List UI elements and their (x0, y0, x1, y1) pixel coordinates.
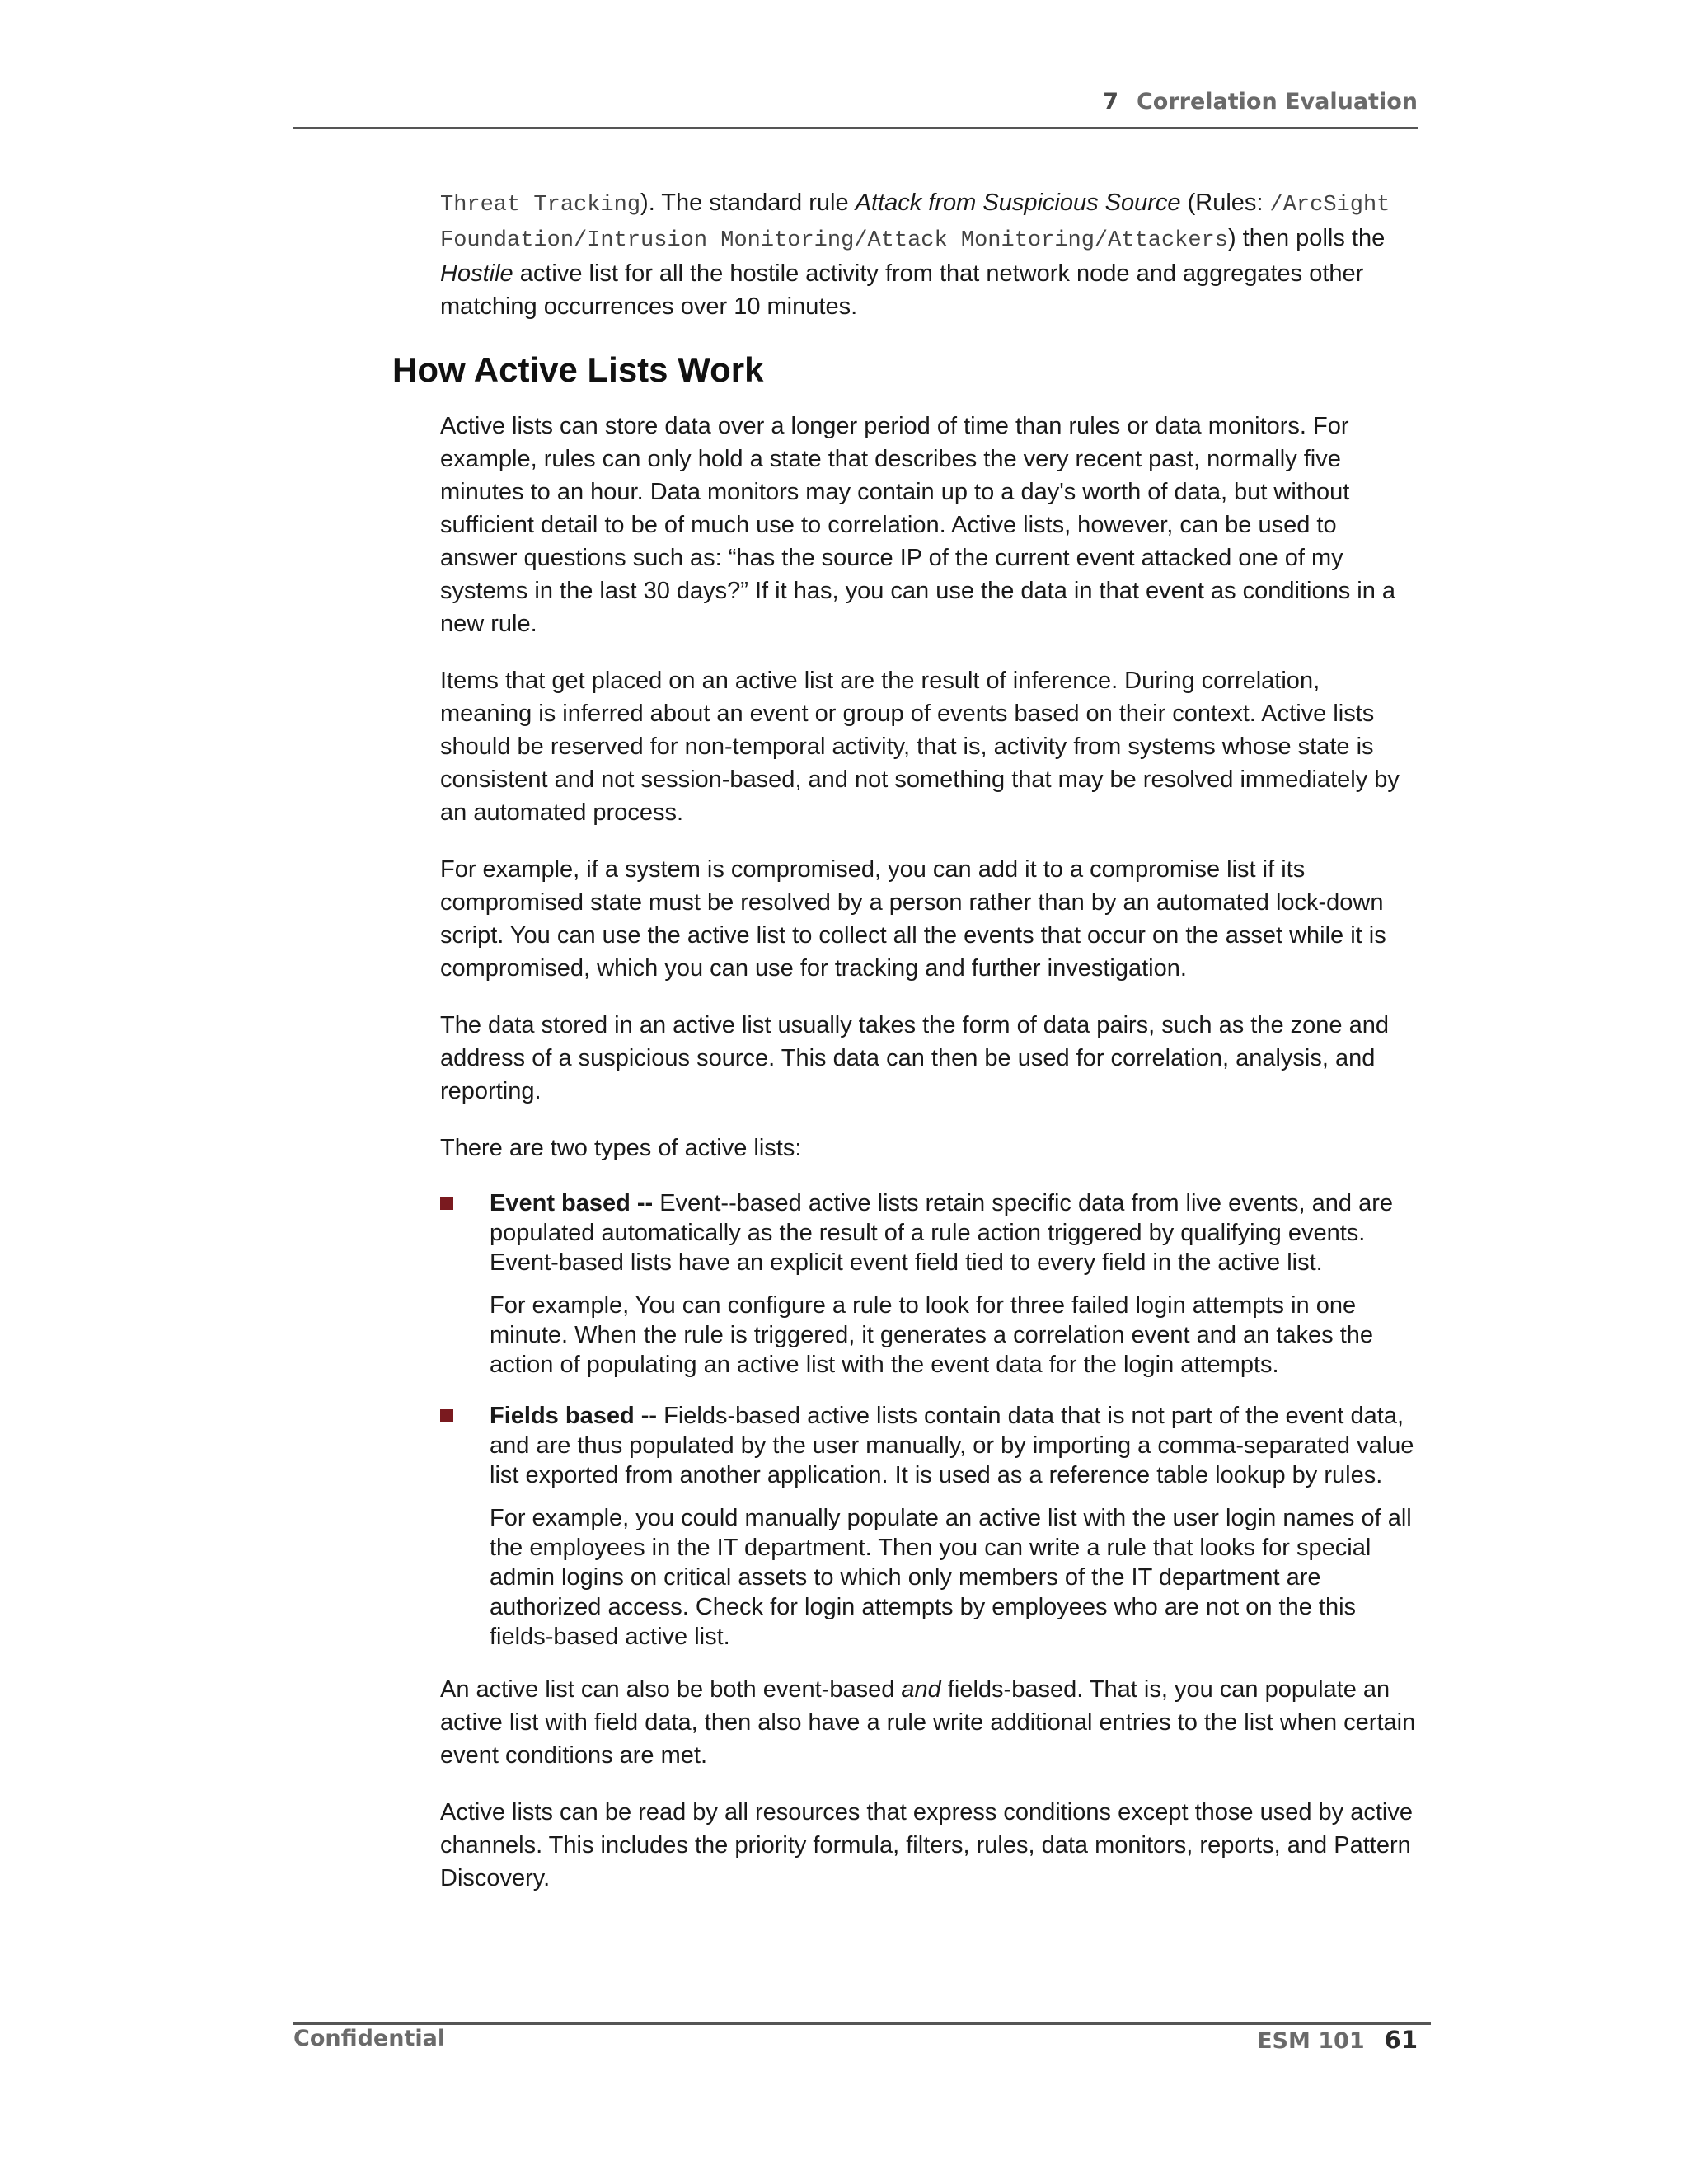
bullet-term: Fields based -- (490, 1403, 658, 1429)
body-paragraph-5: There are two types of active lists: (440, 1135, 802, 1161)
footer-confidential: Confidential (293, 2026, 446, 2051)
bullet-text: Fields-based active lists contain data that is not part of the event data, and are thus populated by the user manually, or by importing a comma-separated value list exported from another application. It is used as a reference table lookup by rules. (490, 1403, 1414, 1488)
bullet-text: Event--based active lists retain specific data from live events, and are populated automatically as the result of a rule action triggered by qualifying events. Event-based lists have an explicit event field tied to every field in the active list. (490, 1190, 1394, 1276)
body-paragraph-2: Items that get placed on an active list are the result of inference. During correlation, meaning is inferred about an event or group of events based on their context. Active lists should be reserved for non-temporal activity, that is, activity from systems whose state is consistent and not session-based, and not something that may be resolved immediately by an automated process. (440, 668, 1400, 826)
list-item-fields-based (440, 1401, 1418, 1652)
page-number: 61 (1384, 2026, 1418, 2054)
bullet-term: Event based -- (490, 1190, 654, 1216)
chapter-number: 7 (1103, 89, 1118, 115)
section-heading: How Active Lists Work (392, 350, 764, 389)
closing-paragraph: An active list can also be both event-based and fields-based. That is, you can populate an active list with field data, then also have a rule write additional entries to the list when certain event conditions are met. (440, 1676, 1416, 1769)
body-paragraph-3: For example, if a system is compromised, you can add it to a compromise list if its compromised state must be resolved by a person rather than by an automated lock-down script. You can use the active list to collect all the events that occur on the asset while it is compromised, which you can use for tracking and further investigation. (440, 856, 1386, 982)
body-paragraph-4: The data stored in an active list usually takes the form of data pairs, such as the zone and address of a suspicious source. This data can then be used for correlation, analysis, and reporting. (440, 1012, 1389, 1104)
code-threat-tracking: Threat Tracking (440, 193, 641, 218)
list-name: Hostile (440, 260, 513, 287)
rule-name: Attack from Suspicious Source (855, 190, 1181, 216)
page-body (392, 186, 1418, 1919)
bullet-example: For example, You can configure a rule to look for three failed login attempts in one minute. When the rule is triggered, it generates a correlation event and an takes the action of populating an active list with the event data for the login attempts. (490, 1292, 1374, 1378)
footer-doc-title: ESM 101 (1257, 2028, 1365, 2054)
body-paragraph-1: Active lists can store data over a longer period of time than rules or data monitors. For example, rules can only hold a state that describes the very recent past, normally five minutes to an hour. Data monitors may contain up to a day's worth of data, but without sufficient detail to be of much use to correlation. Active lists, however, can be used to answer questions such as: “has the source IP of the current event attacked one of my systems in the last 30 days?” If it has, you can use the data in that event as conditions in a new rule. (440, 413, 1396, 637)
bullet-square-icon (440, 1197, 453, 1210)
list-item-event-based (440, 1188, 1418, 1380)
chapter-title: Correlation Evaluation (1136, 89, 1418, 115)
bullet-example: For example, you could manually populate an active list with the user login names of all the employees in the IT department. Then you can write a rule that looks for special admin logins on critical assets to which only members of the IT department are authorized access. Check for login attempts by employees who are not on the this fields-based active list. (490, 1505, 1412, 1650)
running-header (293, 89, 1418, 115)
final-paragraph: Active lists can be read by all resources that express conditions except those used by active channels. This includes the priority formula, filters, rules, data monitors, reports, and Pattern Discovery. (440, 1799, 1413, 1891)
active-list-types (440, 1188, 1418, 1652)
intro-paragraph: Threat Tracking). The standard rule Attack from Suspicious Source (Rules: /ArcSight Foundation/Intrusion Monitoring/Attack Monitoring/Attackers) then polls the Hostile active list for all the hostile activity from that network node and aggregates other matching occurrences over 10 minutes. (440, 190, 1390, 320)
header-rule (293, 127, 1418, 129)
footer-rule (293, 2022, 1431, 2025)
bullet-square-icon (440, 1409, 453, 1422)
code-rule-path: /ArcSight Foundation/Intrusion Monitoring/Attack Monitoring/Attackers (440, 193, 1390, 253)
